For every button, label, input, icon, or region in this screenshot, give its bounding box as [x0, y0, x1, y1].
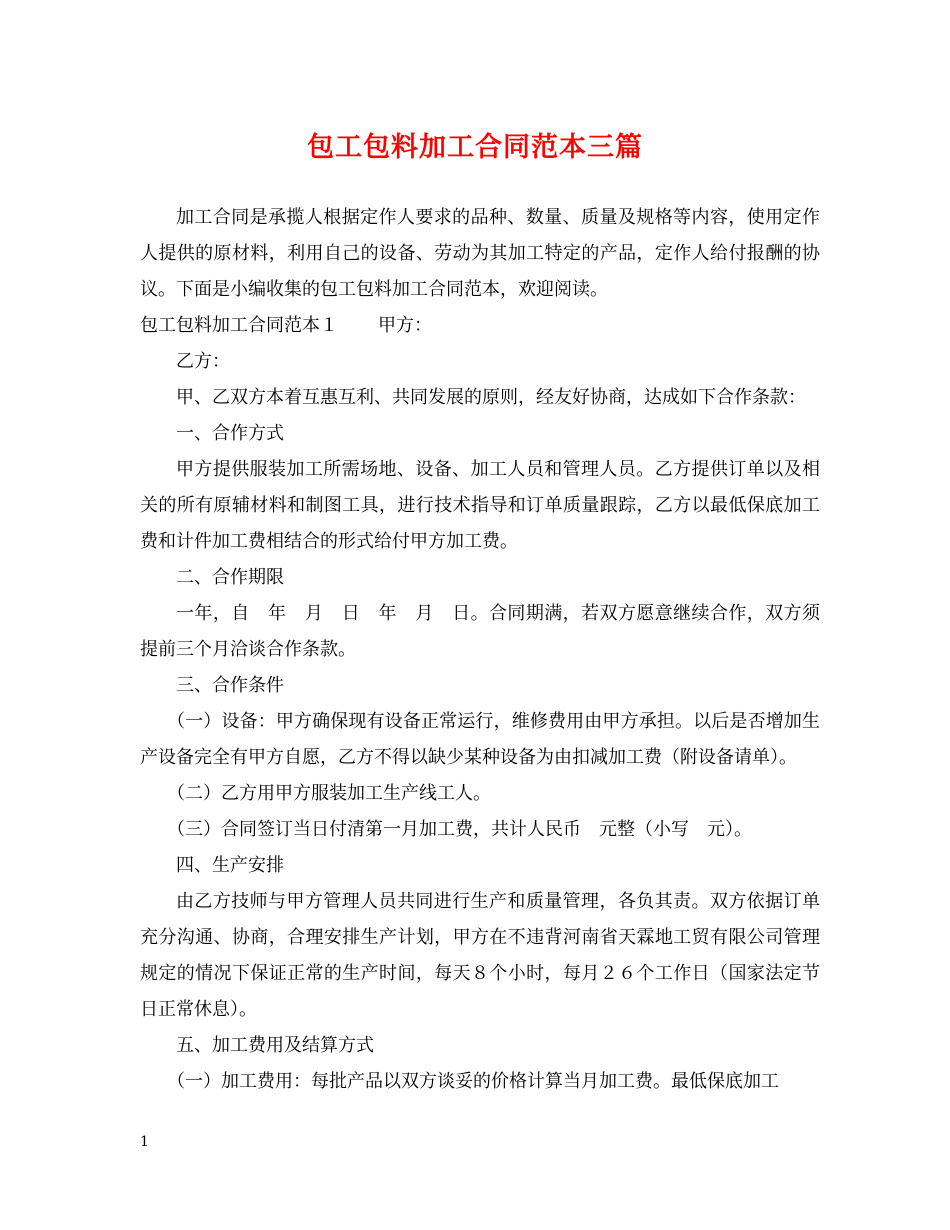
section-1-title: 一、合作方式	[176, 423, 284, 444]
intro-paragraph: 加工合同是承揽人根据定作人要求的品种、数量、质量及规格等内容，使用定作人提供的原材料，利用自己的设备、劳动为其加工特定的产品，定作人给付报酬的协议。下面是小编收集的包工包料加工合同范本，欢迎阅读。	[140, 207, 820, 300]
section-2-title: 二、合作期限	[176, 567, 284, 588]
party-b-label: 乙方：	[176, 351, 230, 372]
section-3-item-3: （三）合同签订当日付清第一月加工费，共计人民币 元整（小写 元）。	[167, 819, 752, 840]
contract-heading-line	[140, 308, 820, 344]
section-5-item-1: （一）加工费用：每批产品以双方谈妥的价格计算当月加工费。最低保底加工	[167, 1071, 779, 1092]
section-4-title: 四、生产安排	[176, 855, 284, 876]
section-4-text: 由乙方技师与甲方管理人员共同进行生产和质量管理，各负其责。双方依据订单充分沟通、协商，合理安排生产计划，甲方在不违背河南省天霖地工贸有限公司管理规定的情况下保证正常的生产时间，每天８个小时，每月２６个工作日（国家法定节日正常休息）。	[140, 891, 820, 1020]
page-number: 1	[140, 1134, 149, 1150]
section-5-title: 五、加工费用及结算方式	[176, 1035, 374, 1056]
section-3-title: 三、合作条件	[176, 675, 284, 696]
section-3-item-1: （一）设备：甲方确保现有设备正常运行，维修费用由甲方承担。以后是否增加生产设备完全有甲方自愿，乙方不得以缺少某种设备为由扣减加工费（附设备请单）。	[140, 711, 820, 768]
contract-heading: 包工包料加工合同范本１	[140, 315, 338, 336]
document-body	[140, 200, 820, 1100]
section-3-item-2: （二）乙方用甲方服装加工生产线工人。	[167, 783, 491, 804]
preamble-paragraph: 甲、乙双方本着互惠互利、共同发展的原则，经友好协商，达成如下合作条款：	[176, 387, 806, 408]
party-a-label: 甲方：	[378, 315, 432, 336]
section-1-text: 甲方提供服装加工所需场地、设备、加工人员和管理人员。乙方提供订单以及相关的所有原辅材料和制图工具，进行技术指导和订单质量跟踪，乙方以最低保底加工费和计件加工费相结合的形式给付甲方加工费。	[140, 459, 820, 552]
section-2-text: 一年，自 年 月 日 年 月 日。合同期满，若双方愿意继续合作，双方须提前三个月洽谈合作条款。	[140, 603, 820, 660]
document-title: 包工包料加工合同范本三篇	[307, 132, 643, 163]
